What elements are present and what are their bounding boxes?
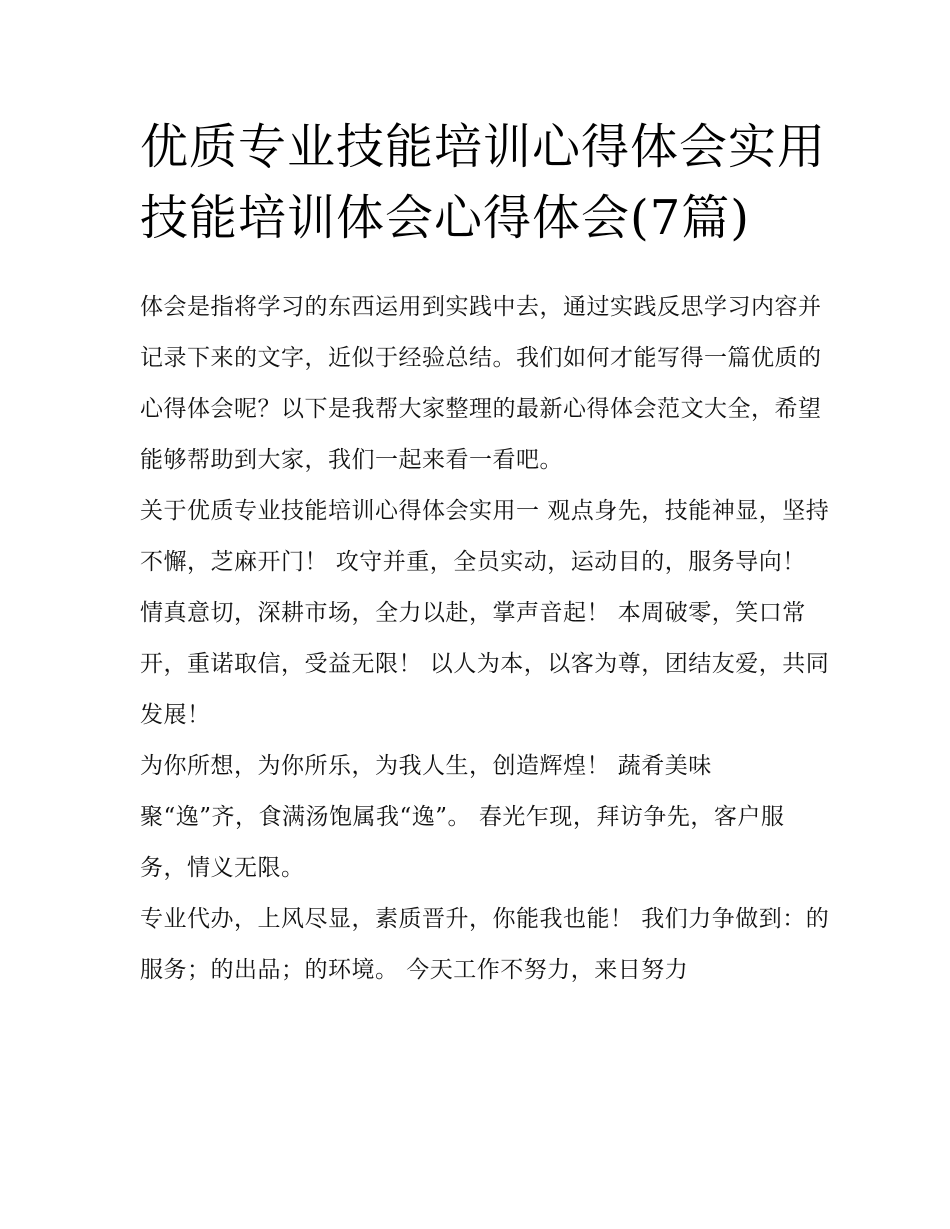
paragraph-slogans-3: 为你所想，为你所乐，为我人生，创造辉煌！ 蔬肴美味聚“逸”齐，食满汤饱属我“逸”。 春光乍现，拜访争先，客户服务，情义无限。 xyxy=(140,753,785,881)
paragraph-slogans-4: 专业代办，上风尽显，素质晋升，你能我也能！ 我们力争做到：的服务；的出品；的环境。 今天工作不努力，来日努力 xyxy=(140,906,830,983)
document-title: 优质专业技能培训心得体会实用 技能培训体会心得体会(7篇) xyxy=(140,119,827,246)
document-body xyxy=(140,282,830,996)
document-page xyxy=(140,112,830,996)
paragraph-intro: 体会是指将学习的东西运用到实践中去，通过实践反思学习内容并记录下来的文字，近似于经验总结。我们如何才能写得一篇优质的心得体会呢？以下是我帮大家整理的最新心得体会范文大全，希望能够帮助到大家，我们一起来看一看吧。 xyxy=(140,294,822,473)
paragraph-slogans-1: 关于优质专业技能培训心得体会实用一 观点身先，技能神显，坚持不懈，芝麻开门！ 攻守并重，全员实动，运动目的，服务导向！ xyxy=(140,498,830,575)
paragraph-slogans-2: 情真意切，深耕市场，全力以赴，掌声音起！ 本周破零，笑口常开，重诺取信，受益无限！ 以人为本，以客为尊，团结友爱，共同发展！ xyxy=(140,600,830,728)
